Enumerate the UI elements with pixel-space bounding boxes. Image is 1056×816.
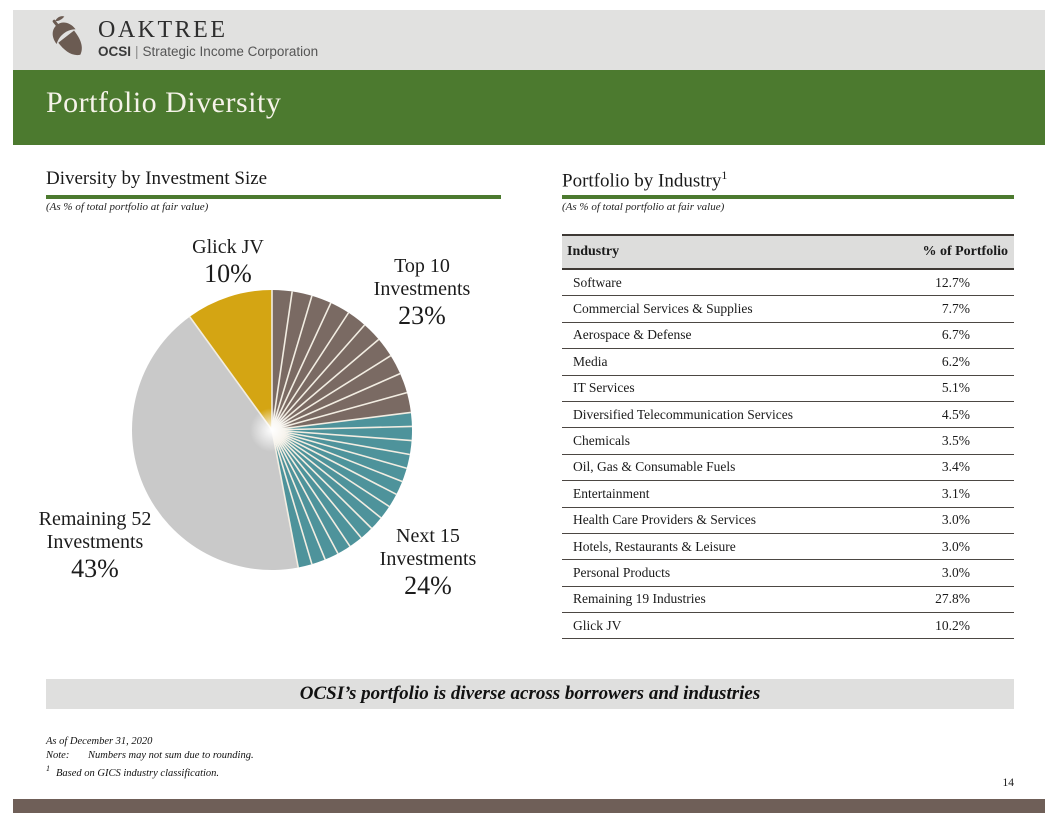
- pie-label-pct: 43%: [71, 554, 119, 583]
- brand-subtitle: [98, 43, 318, 61]
- table-row: [562, 349, 1014, 375]
- pie-label-next-15: [348, 525, 508, 600]
- industry-table: [562, 234, 1014, 639]
- callout-banner: OCSI’s portfolio is diverse across borrowers and industries: [46, 679, 1014, 709]
- industry-cell: Aerospace & Defense: [562, 322, 881, 348]
- acorn-logo-icon: [46, 14, 90, 64]
- brand-subtitle-text: Strategic Income Corporation: [142, 44, 319, 59]
- pct-cell: 12.7%: [881, 269, 1014, 296]
- pct-cell: 3.0%: [881, 560, 1014, 586]
- bottom-bar: [13, 799, 1045, 813]
- column-header-industry: Industry: [562, 235, 881, 269]
- pie-label-text: Investments: [46, 531, 144, 553]
- industry-cell: IT Services: [562, 375, 881, 401]
- table-row: [562, 586, 1014, 612]
- pie-label-text: Remaining 52: [38, 508, 152, 530]
- table-row: [562, 296, 1014, 322]
- pct-cell: 3.4%: [881, 454, 1014, 480]
- footnote-note-label: Note:: [46, 749, 70, 761]
- table-row: [562, 428, 1014, 454]
- left-section-rule: [46, 195, 501, 199]
- industry-cell: Media: [562, 349, 881, 375]
- table-row: [562, 613, 1014, 639]
- investment-size-chart-area: [20, 225, 540, 655]
- footnote-gics: [46, 762, 254, 780]
- footnote-note: [46, 749, 254, 763]
- footnotes: [46, 735, 254, 780]
- title-banner: [13, 70, 1045, 145]
- table-row: [562, 507, 1014, 533]
- table-header-row: [562, 235, 1014, 269]
- industry-cell: Software: [562, 269, 881, 296]
- table-row: [562, 533, 1014, 559]
- pct-cell: 3.0%: [881, 507, 1014, 533]
- industry-cell: Personal Products: [562, 560, 881, 586]
- left-section-title: Diversity by Investment Size: [46, 168, 268, 189]
- table-row: [562, 375, 1014, 401]
- pct-cell: 3.1%: [881, 481, 1014, 507]
- pct-cell: 27.8%: [881, 586, 1014, 612]
- industry-cell: Hotels, Restaurants & Leisure: [562, 533, 881, 559]
- footnote-gics-text: Based on GICS industry classification.: [56, 767, 220, 779]
- brand-divider: |: [135, 44, 139, 59]
- table-row: [562, 560, 1014, 586]
- pct-cell: 5.1%: [881, 375, 1014, 401]
- pct-cell: 3.0%: [881, 533, 1014, 559]
- right-section-subtitle: (As % of total portfolio at fair value): [562, 201, 725, 213]
- footnote-as-of-date: As of December 31, 2020: [46, 736, 153, 747]
- pie-label-text: Investments: [379, 548, 477, 570]
- page-number: 14: [1002, 777, 1014, 789]
- table-row: [562, 322, 1014, 348]
- industry-cell: Diversified Telecommunication Services: [562, 401, 881, 427]
- pct-cell: 4.5%: [881, 401, 1014, 427]
- pct-cell: 10.2%: [881, 613, 1014, 639]
- industry-cell: Commercial Services & Supplies: [562, 296, 881, 322]
- industry-cell: Remaining 19 Industries: [562, 586, 881, 612]
- industry-cell: Health Care Providers & Services: [562, 507, 881, 533]
- page-title: Portfolio Diversity: [46, 86, 282, 119]
- table-row: [562, 269, 1014, 296]
- left-section-subtitle: (As % of total portfolio at fair value): [46, 201, 209, 213]
- industry-cell: Oil, Gas & Consumable Fuels: [562, 454, 881, 480]
- column-header-pct: % of Portfolio: [881, 235, 1014, 269]
- pie-label-pct: 10%: [204, 259, 252, 288]
- table-row: [562, 481, 1014, 507]
- pct-cell: 3.5%: [881, 428, 1014, 454]
- pie-label-glick-jv: [158, 236, 298, 288]
- pie-label-remaining-52: [5, 508, 185, 583]
- industry-cell: Entertainment: [562, 481, 881, 507]
- pct-cell: 6.7%: [881, 322, 1014, 348]
- pct-cell: 6.2%: [881, 349, 1014, 375]
- industry-cell: Glick JV: [562, 613, 881, 639]
- table-row: [562, 401, 1014, 427]
- industry-cell: Chemicals: [562, 428, 881, 454]
- brand-name: OAKTREE: [98, 17, 228, 43]
- brand-ocsi: OCSI: [98, 44, 132, 59]
- footnote-gics-superscript: 1: [46, 764, 50, 773]
- pie-label-text: Investments: [373, 278, 471, 300]
- pie-label-pct: 23%: [398, 301, 446, 330]
- right-section-title-superscript: 1: [721, 168, 728, 182]
- pie-label-pct: 24%: [404, 571, 452, 600]
- pie-label-top-10: [342, 255, 502, 330]
- right-section-title-text: Portfolio by Industry: [562, 170, 722, 192]
- pct-cell: 7.7%: [881, 296, 1014, 322]
- footnote-note-text: Numbers may not sum due to rounding.: [88, 749, 254, 761]
- pie-label-text: Top 10: [394, 255, 450, 277]
- brand-text-block: [98, 17, 318, 61]
- brand-header: [13, 10, 1045, 70]
- pie-label-text: Glick JV: [192, 236, 264, 258]
- pie-label-text: Next 15: [396, 525, 460, 547]
- right-section-title: [562, 168, 727, 192]
- right-section-rule: [562, 195, 1014, 199]
- table-row: [562, 454, 1014, 480]
